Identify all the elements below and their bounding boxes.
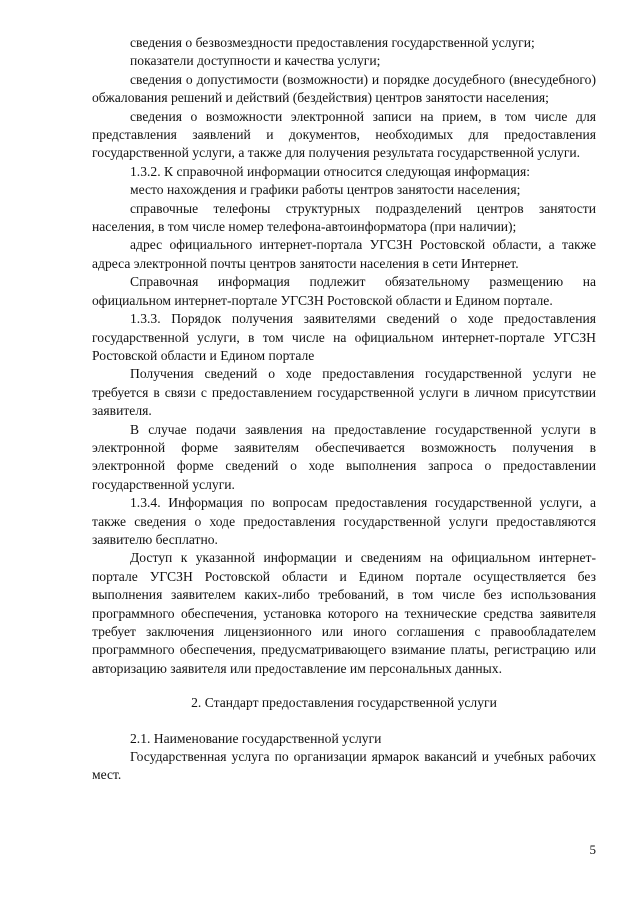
paragraph: Государственная услуга по организации ярмарок вакансий и учебных рабочих мест. xyxy=(92,749,596,783)
paragraph: сведения о допустимости (возможности) и порядке досудебного (внесудебного) обжалования решений и действий (бездействия) центров занятости населения; xyxy=(92,71,596,106)
page-number: 5 xyxy=(589,842,596,857)
paragraph: В случае подачи заявления на предоставление государственной услуги в электронной форме заявителям обеспечивается возможность получения в электронной форме сведений о ходе выполнения запроса о предоставлении государственной услуги. xyxy=(92,421,596,492)
paragraph: сведения о возможности электронной записи на прием, в том числе для представления заявлений и документов, необходимых для предоставления государственной услуги, а также для получения результата государственной услуги. xyxy=(92,108,596,161)
paragraph: сведения о безвозмездности предоставления государственной услуги; xyxy=(130,35,535,50)
paragraph: Получения сведений о ходе предоставления государственной услуги не требуется в связи с предоставлением государственной услуги в личном присутствии заявителя. xyxy=(92,366,596,419)
paragraph: Справочная информация подлежит обязательному размещению на официальном интернет-портале УГСЗН Ростовской области и Едином портале. xyxy=(92,274,596,308)
paragraph: 1.3.2. К справочной информации относится следующая информация: xyxy=(130,163,531,179)
paragraph: 1.3.4. Информация по вопросам предоставления государственной услуги, а также сведения о ходе предоставления государственной услуги предоставляются заявителю бесплатно. xyxy=(92,495,596,547)
paragraph: адрес официального интернет-портала УГСЗН Ростовской области, а также адреса электронной почты центров занятости населения в сети Интернет. xyxy=(92,237,596,271)
section-heading: 2. Стандарт предоставления государственной услуги xyxy=(191,695,497,711)
subsection-heading: 2.1. Наименование государственной услуги xyxy=(130,730,382,746)
paragraph: показатели доступности и качества услуги; xyxy=(130,53,381,69)
document-body xyxy=(92,34,596,785)
paragraph: справочные телефоны структурных подразделений центров занятости населения, в том числе номер телефона-автоинформатора (при наличии); xyxy=(92,200,596,235)
paragraph: Доступ к указанной информации и сведениям на официальном интернет-портале УГСЗН Ростовской области и Едином портале осуществляется без выполнения заявителем каких-либо требований, в том числе без использования программного обеспечения, установка которого на технические средства заявителя требует заключения лицензионного или иного соглашения с правообладателем программного обеспечения, предусматривающего взимание платы, регистрацию или авторизацию заявителя или предоставление им персональных данных. xyxy=(92,550,596,676)
paragraph: место нахождения и графики работы центров занятости населения; xyxy=(130,182,521,198)
paragraph: 1.3.3. Порядок получения заявителями сведений о ходе предоставления государственной услуги, в том числе на официальном интернет-портале УГСЗН Ростовской области и Едином портале xyxy=(92,311,596,363)
